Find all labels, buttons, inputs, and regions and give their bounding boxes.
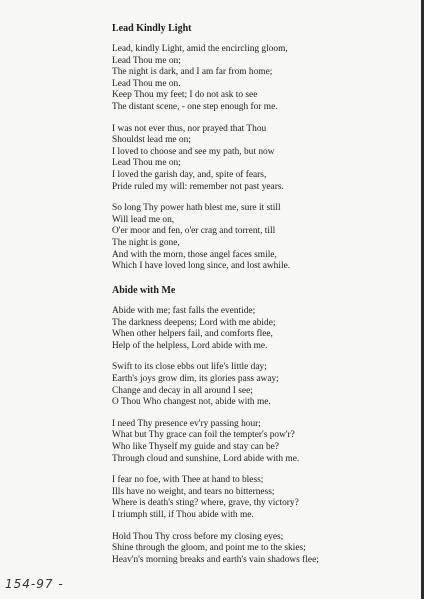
poem-line: Ills have no weight, and tears no bitterness; [112, 486, 275, 497]
poem-line: I loved the garish day, and, spite of fears, [112, 169, 267, 180]
poem-line: I was not ever thus, nor prayed that Thou [112, 123, 267, 134]
poem-line: The distant scene, - one step enough for me. [112, 101, 278, 112]
stanza [112, 124, 412, 194]
poem-line: The night is dark, and I am far from home; [112, 67, 273, 78]
poem-line: The night is gone, [112, 237, 180, 248]
stanza [112, 306, 412, 352]
poem-line: The darkness deepens; Lord with me abide; [112, 317, 276, 328]
stanza [112, 362, 412, 408]
handwritten-note: 154-97 - [5, 577, 64, 591]
poem-line: Pride ruled my will: remember not past years. [112, 181, 284, 192]
poem-line: Abide with me; fast falls the eventide; [112, 306, 256, 316]
poem-line: O'er moor and fen, o'er crag and torrent, till [112, 226, 276, 237]
poem-line: Lead Thou me on. [112, 78, 181, 89]
poem-line: Lead, kindly Light, amid the encircling gloom, [112, 44, 288, 54]
poem-line: Which I have loved long since, and lost awhile. [112, 261, 291, 272]
poem-line: Change and decay in all around I see; [112, 385, 253, 396]
poem-line: Swift to its close ebbs out life's little day; [112, 362, 267, 373]
poem-line: Earth's joys grow dim, its glories pass away; [112, 373, 279, 384]
stanza [112, 44, 412, 114]
poem-lead-kindly-light [112, 23, 412, 283]
poem-abide-with-me [112, 285, 412, 576]
poem-line: Keep Thou my feet; I do not ask to see [112, 90, 258, 101]
poem-line: O Thou Who changest not, abide with me. [112, 397, 271, 408]
poem-line: And with the morn, those angel faces smile, [112, 249, 277, 260]
poem-line: Lead Thou me on; [112, 55, 181, 66]
poem-line: Where is death's sting? where, grave, thy victory? [112, 498, 299, 509]
poem-line: Heav'n's morning breaks and earth's vain shadows flee; [112, 554, 319, 565]
poem-line: Will lead me on, [112, 214, 175, 225]
poem-line: Help of the helpless, Lord abide with me. [112, 340, 268, 351]
poem-line: I need Thy presence ev'ry passing hour; [112, 418, 261, 429]
stanza [112, 419, 412, 465]
stanza [112, 203, 412, 273]
poem-line: I loved to choose and see my path, but now [112, 146, 275, 157]
stanza [112, 475, 412, 521]
poem-title: Abide with Me [112, 285, 176, 296]
poem-line: So long Thy power hath blest me, sure it still [112, 203, 281, 214]
stanza [112, 532, 412, 567]
poem-title: Lead Kindly Light [112, 23, 192, 34]
poem-line: Lead Thou me on; [112, 158, 181, 169]
poem-line: I triumph still, if Thou abide with me. [112, 509, 254, 520]
poem-line: Shine through the gloom, and point me to the skies; [112, 543, 306, 554]
poem-line: Through cloud and sunshine, Lord abide with me. [112, 453, 300, 464]
poem-line: Who like Thyself my guide and stay can be? [112, 441, 279, 452]
poem-line: What but Thy grace can foil the tempter's pow'r? [112, 430, 295, 441]
poem-line: When other helpers fail, and comforts flee, [112, 329, 273, 340]
poem-line: Hold Thou Thy cross before my closing eyes; [112, 531, 284, 542]
poem-line: I fear no foe, with Thee at hand to bless; [112, 475, 264, 486]
poem-line: Shouldst lead me on; [112, 135, 191, 146]
